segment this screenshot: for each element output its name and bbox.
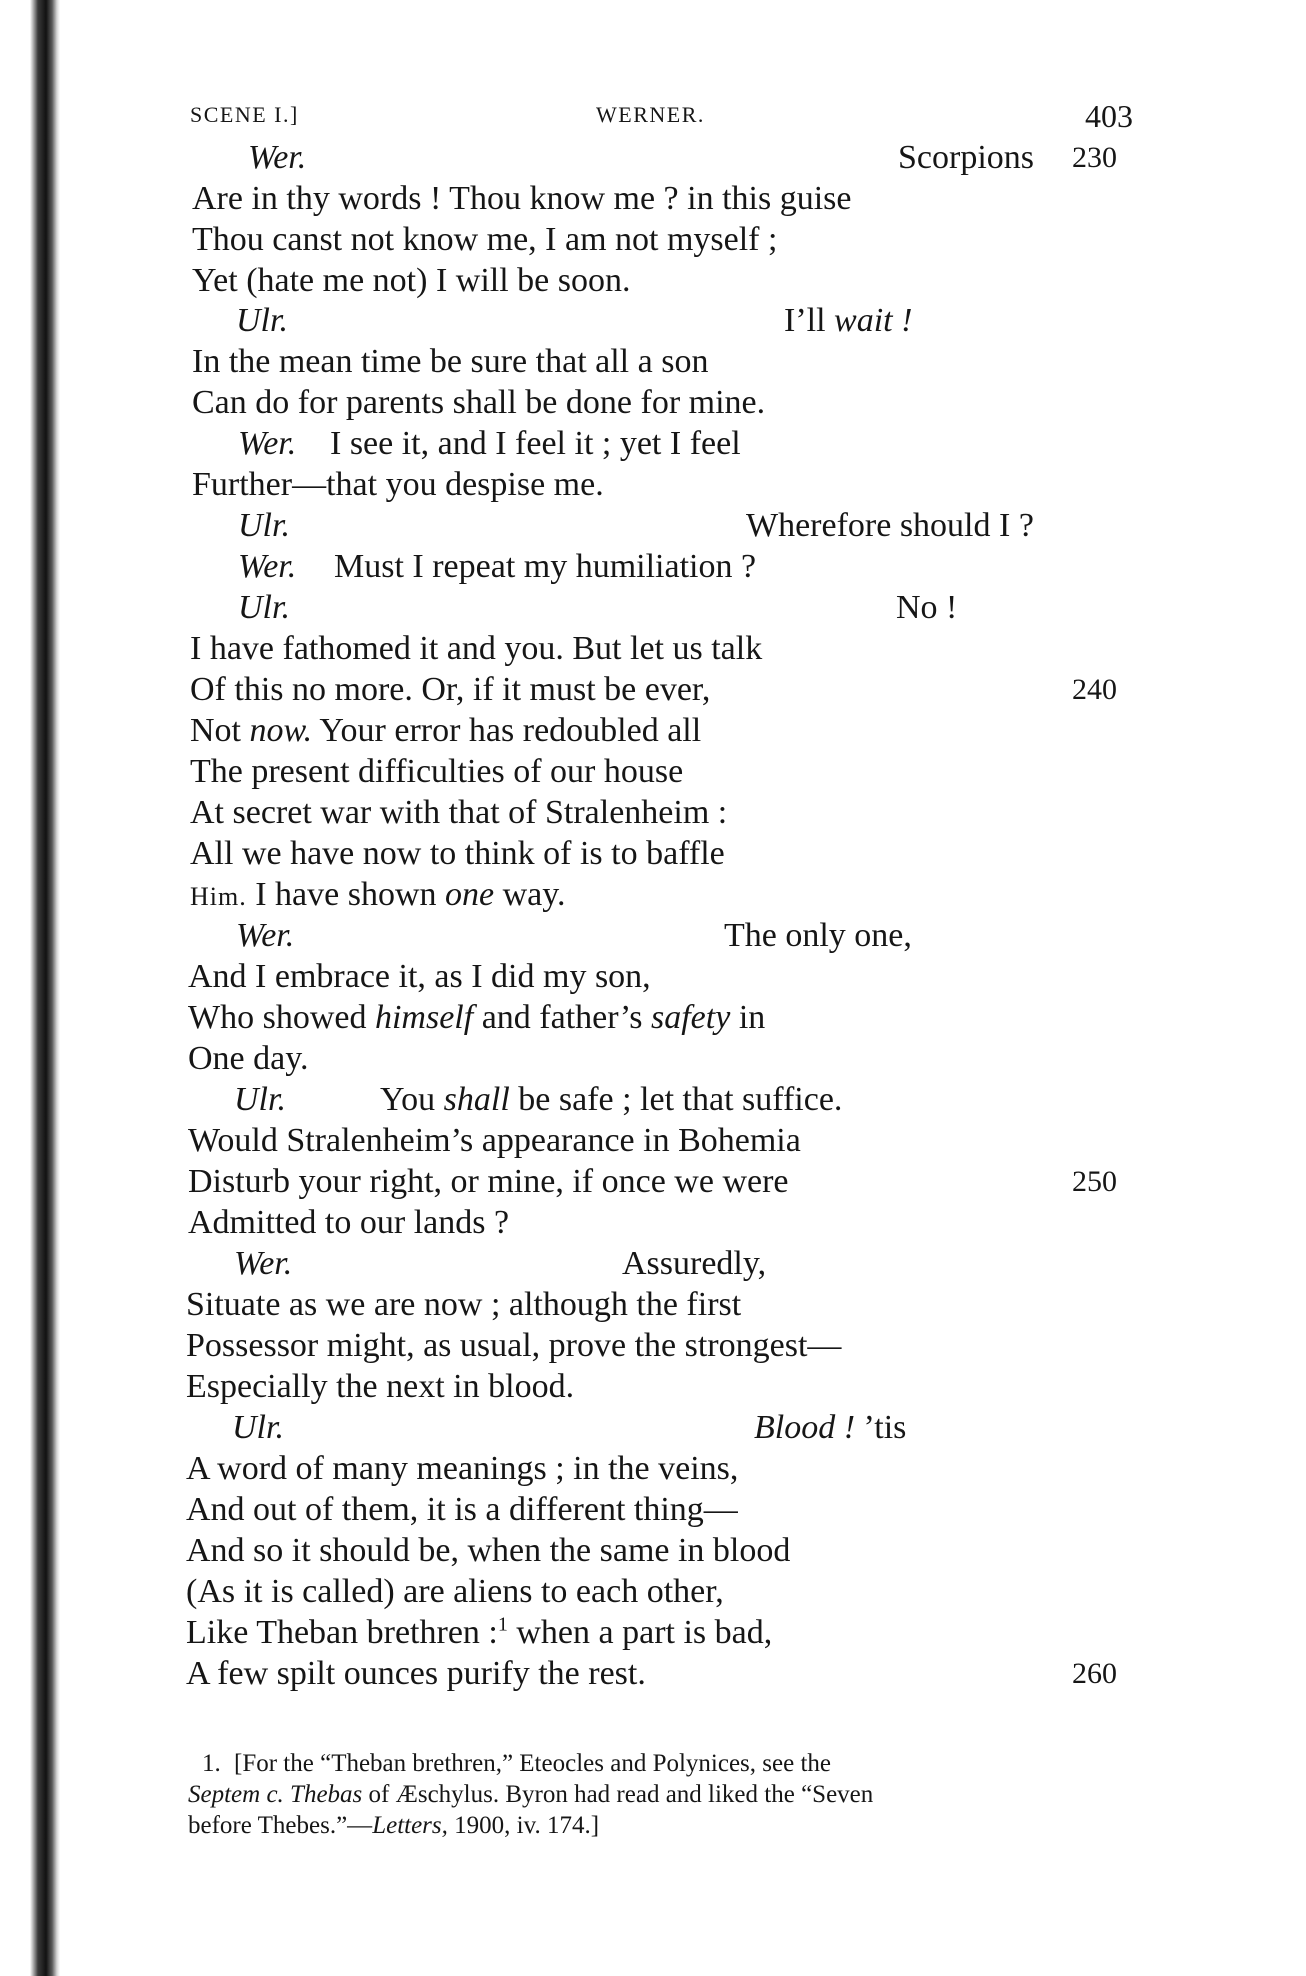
verse-text: Further—that you despise me. (192, 466, 604, 503)
verse-text: (As it is called) are aliens to each other, (186, 1573, 724, 1610)
verse-text: A few spilt ounces purify the rest. (186, 1655, 646, 1692)
verse-line (0, 1325, 1306, 1367)
verse-line (0, 505, 1306, 547)
speaker-label: Ulr. (238, 589, 290, 626)
text-italic: one (445, 876, 495, 913)
text-roman: 1900, iv. 174.] (447, 1812, 600, 1839)
footnote-line (188, 1748, 1134, 1779)
verse-line (0, 874, 1306, 916)
line-right-text: Scorpions (898, 139, 1034, 176)
text-italic: safety (651, 999, 731, 1036)
verse-line (0, 137, 1306, 179)
text-roman: I have shown (246, 876, 446, 913)
verse-text: Admitted to our lands ? (188, 1204, 510, 1241)
verse-text: A word of many meanings ; in the veins, (186, 1450, 739, 1487)
verse-text: Disturb your right, or mine, if once we were (188, 1163, 789, 1200)
verse-line (0, 1243, 1306, 1285)
verse-text: Situate as we are now ; although the first (186, 1286, 742, 1323)
verse-line (0, 997, 1306, 1039)
text-roman: way. (494, 876, 566, 913)
text-roman: ’tis (855, 1409, 907, 1446)
text-italic: shall (443, 1081, 510, 1118)
speaker-label: Ulr. (234, 1081, 286, 1118)
verse-text: I have fathomed it and you. But let us talk (190, 630, 763, 667)
line-number: 260 (1072, 1657, 1117, 1690)
verse-line (0, 300, 1306, 342)
verse-line (0, 792, 1306, 834)
verse-text: One day. (188, 1040, 309, 1077)
verse-line (0, 1284, 1306, 1326)
verse-line (0, 1079, 1306, 1121)
verse-line (0, 219, 1306, 261)
verse-text (190, 710, 701, 752)
verse-line (0, 710, 1306, 752)
verse-text: Are in thy words ! Thou know me ? in this guise (192, 180, 852, 217)
verse-line (0, 382, 1306, 424)
line-right-text: Wherefore should I ? (746, 507, 1034, 544)
verse-line (0, 1612, 1306, 1654)
text-roman: Like Theban brethren : (186, 1614, 498, 1651)
line-number: 230 (1072, 141, 1117, 174)
verse-text: Can do for parents shall be done for mine. (192, 384, 766, 421)
right-text-italic: wait ! (834, 302, 913, 339)
verse-line (0, 1407, 1306, 1449)
verse-text (380, 1079, 842, 1121)
verse-line (0, 1653, 1306, 1695)
line-right-text: The only one, (724, 917, 912, 954)
verse-text: All we have now to think of is to baffle (190, 835, 725, 872)
text-italic: now. (249, 712, 313, 749)
verse-text: Possessor might, as usual, prove the strongest— (186, 1327, 842, 1364)
text-roman: You (380, 1081, 444, 1118)
line-number: 250 (1072, 1165, 1117, 1198)
speaker-label: Wer. (238, 425, 297, 462)
speaker-label: Ulr. (232, 1409, 284, 1446)
verse-line (0, 341, 1306, 383)
verse-text: Of this no more. Or, if it must be ever, (190, 671, 711, 708)
verse-line (0, 751, 1306, 793)
verse-text: Must I repeat my humiliation ? (334, 548, 757, 585)
footnote-text (188, 1810, 599, 1841)
verse-line (0, 423, 1306, 465)
footnote-line (188, 1810, 1134, 1841)
text-roman: before Thebes.”— (188, 1812, 373, 1839)
text-roman: Not (190, 712, 250, 749)
text-roman: and father’s (473, 999, 651, 1036)
footnote-text (188, 1779, 873, 1810)
verse-line (0, 1120, 1306, 1162)
text-roman: Who showed (188, 999, 375, 1036)
verse-text: Thou canst not know me, I am not myself ; (192, 221, 778, 258)
text-roman: Your error has redoubled all (312, 712, 702, 749)
footnote (188, 1748, 1134, 1841)
text-italic: Septem c. Thebas (188, 1781, 363, 1808)
line-right-text: No ! (896, 589, 958, 626)
verse-line (0, 1202, 1306, 1244)
verse-text: At secret war with that of Stralenheim : (190, 794, 728, 831)
verse-line (0, 956, 1306, 998)
verse-line (0, 833, 1306, 875)
verse-text: Yet (hate me not) I will be soon. (192, 262, 631, 299)
verse-line (0, 1530, 1306, 1572)
speaker-label: Wer. (248, 139, 307, 176)
verse-line (0, 464, 1306, 506)
verse-text: And out of them, it is a different thing— (186, 1491, 738, 1528)
text-italic: himself (374, 999, 474, 1036)
verse-line (0, 1366, 1306, 1408)
verse-text: And so it should be, when the same in blood (186, 1532, 791, 1569)
verse-line (0, 587, 1306, 629)
header-scene: SCENE I.] (190, 102, 299, 127)
verse-line (0, 915, 1306, 957)
line-number: 240 (1072, 673, 1117, 706)
footnote-text: [For the “Theban brethren,” Eteocles and Polynices, see the (234, 1750, 831, 1777)
verse-line (0, 669, 1306, 711)
verse-text (190, 874, 566, 918)
verse-text: Especially the next in blood. (186, 1368, 575, 1405)
text-roman: when a part is bad, (507, 1614, 773, 1651)
verse-line (0, 546, 1306, 588)
speaker-label: Ulr. (236, 302, 288, 339)
verse-text (186, 1612, 772, 1654)
verse-line (0, 628, 1306, 670)
verse-line (0, 260, 1306, 302)
line-right-text (754, 1407, 906, 1449)
verse-line (0, 1161, 1306, 1203)
text-italic: Letters, (372, 1812, 448, 1839)
right-text-roman: I’ll (784, 302, 835, 339)
verse-line (0, 1448, 1306, 1490)
text-roman: be safe ; let that suffice. (509, 1081, 843, 1118)
running-header (0, 96, 1306, 136)
verse-text: And I embrace it, as I did my son, (188, 958, 651, 995)
speaker-label: Wer. (238, 548, 297, 585)
footnote-line (188, 1779, 1134, 1810)
line-right-text (784, 300, 912, 342)
footnote-marker: 1. (202, 1750, 221, 1777)
verse-line (0, 1571, 1306, 1613)
line-right-text: Assuredly, (622, 1245, 767, 1282)
text-small-caps: Him. (190, 882, 247, 911)
text-roman: in (730, 999, 766, 1036)
text-italic: Blood ! (754, 1409, 856, 1446)
verse-line (0, 1038, 1306, 1080)
text-roman: of Æschylus. Byron had read and liked the “Seven (362, 1781, 874, 1808)
verse-text (188, 997, 765, 1039)
verse-text: I see it, and I feel it ; yet I feel (330, 425, 741, 462)
speaker-label: Wer. (234, 1245, 293, 1282)
verse-line (0, 1489, 1306, 1531)
footnote-reference[interactable]: 1 (497, 1613, 508, 1636)
verse-text: In the mean time be sure that all a son (192, 343, 709, 380)
verse-text: Would Stralenheim’s appearance in Bohemia (188, 1122, 801, 1159)
speaker-label: Wer. (236, 917, 295, 954)
verse-text: The present difficulties of our house (190, 753, 684, 790)
speaker-label: Ulr. (238, 507, 290, 544)
verse-line (0, 178, 1306, 220)
header-title: WERNER. (596, 102, 705, 127)
page-number: 403 (1085, 98, 1133, 134)
